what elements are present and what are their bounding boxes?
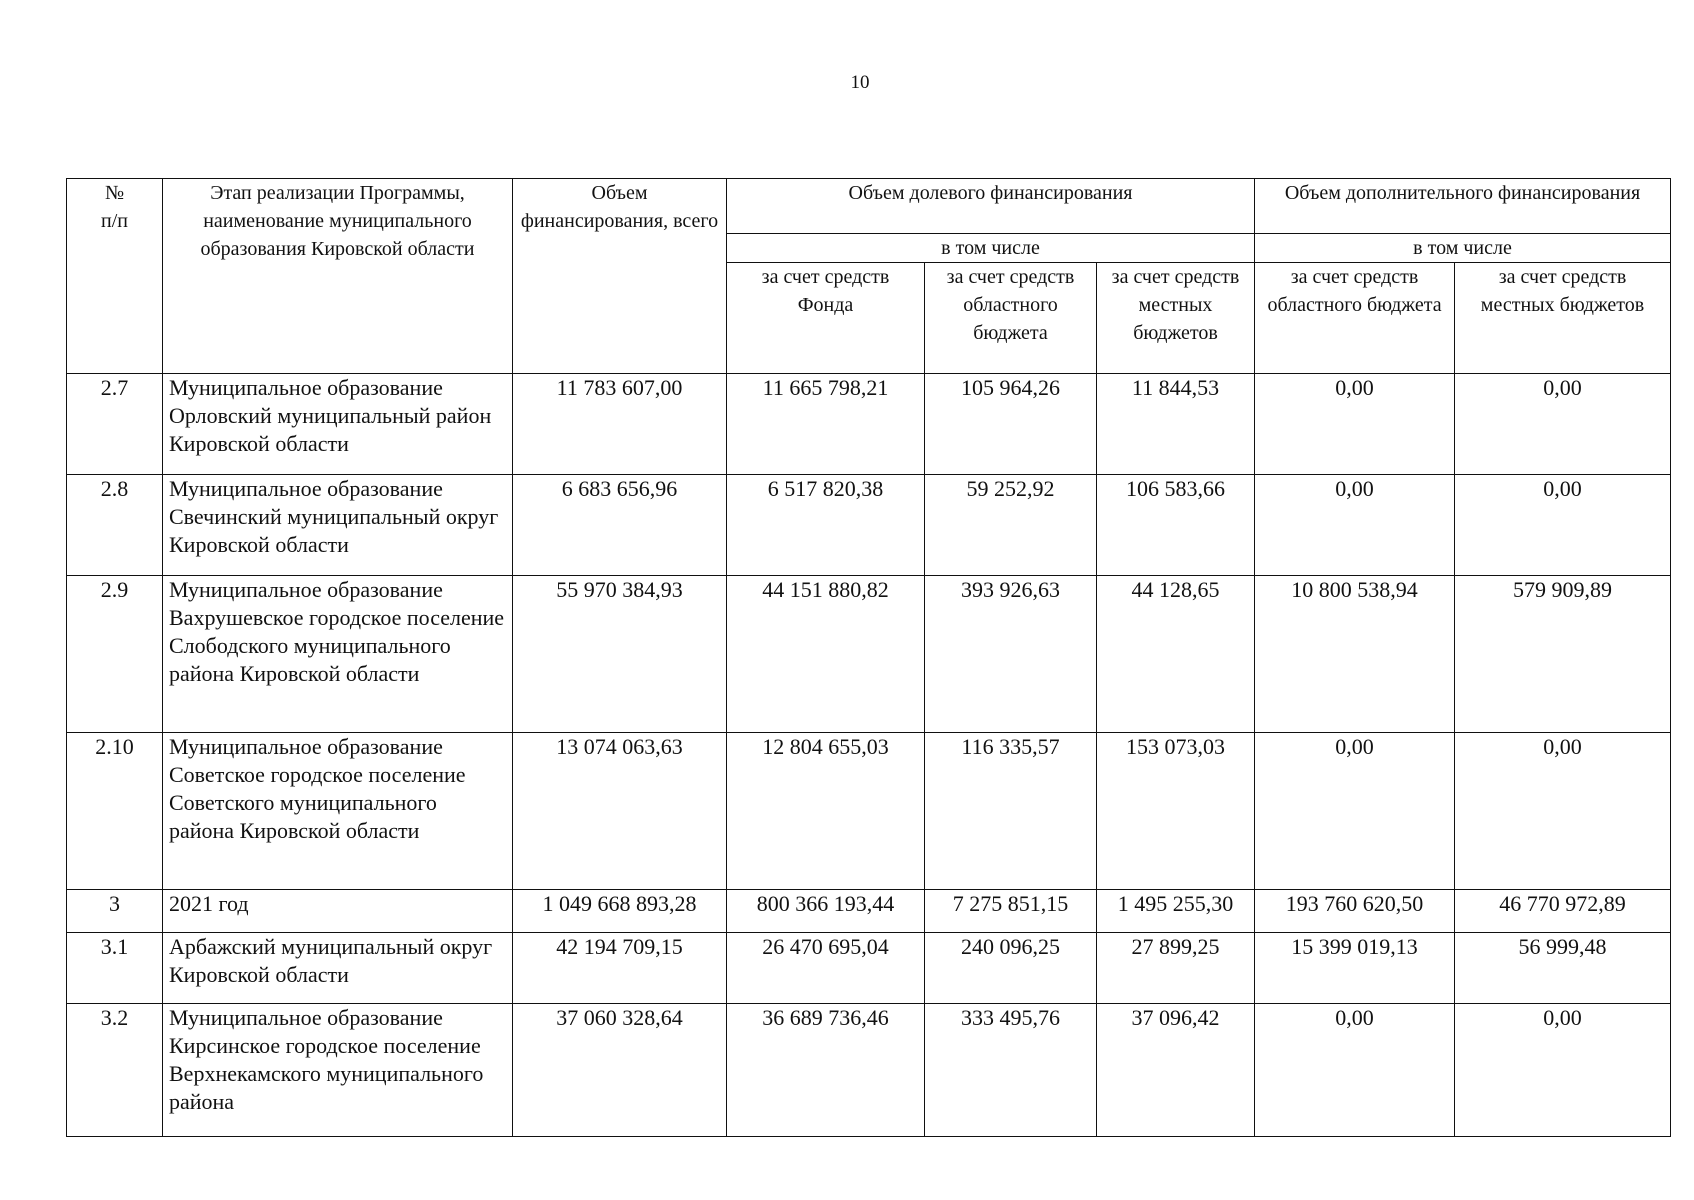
row-name: Муниципальное образование Орловский муниципальный район Кировской области bbox=[163, 374, 513, 475]
row-regional: 7 275 851,15 bbox=[925, 890, 1097, 933]
header-including-additional: в том числе bbox=[1255, 234, 1671, 263]
row-fund: 12 804 655,03 bbox=[727, 733, 925, 890]
row-num: 2.9 bbox=[67, 576, 163, 733]
header-num: № п/п bbox=[67, 179, 163, 374]
table-row bbox=[67, 576, 1671, 733]
row-regional: 59 252,92 bbox=[925, 475, 1097, 576]
row-add-local: 0,00 bbox=[1455, 475, 1671, 576]
table-row bbox=[67, 933, 1671, 1004]
row-add-regional: 10 800 538,94 bbox=[1255, 576, 1455, 733]
header-fund: за счет средств Фонда bbox=[727, 263, 925, 374]
row-fund: 800 366 193,44 bbox=[727, 890, 925, 933]
row-name: Муниципальное образование Советское городское поселение Советского муниципального района Кировской области bbox=[163, 733, 513, 890]
table-row bbox=[67, 1004, 1671, 1137]
row-fund: 26 470 695,04 bbox=[727, 933, 925, 1004]
row-num: 2.7 bbox=[67, 374, 163, 475]
row-regional: 105 964,26 bbox=[925, 374, 1097, 475]
header-local: за счет средств местных бюджетов bbox=[1097, 263, 1255, 374]
header-stage: Этап реализации Программы, наименование муниципального образования Кировской области bbox=[163, 179, 513, 374]
header-add-local: за счет средств местных бюджетов bbox=[1455, 263, 1671, 374]
header-add-regional: за счет средств областного бюджета bbox=[1255, 263, 1455, 374]
row-add-regional: 0,00 bbox=[1255, 374, 1455, 475]
row-num: 3.1 bbox=[67, 933, 163, 1004]
table-row bbox=[67, 374, 1671, 475]
row-regional: 240 096,25 bbox=[925, 933, 1097, 1004]
row-fund: 6 517 820,38 bbox=[727, 475, 925, 576]
row-fund: 44 151 880,82 bbox=[727, 576, 925, 733]
header-total: Объем финансирования, всего bbox=[513, 179, 727, 374]
row-add-regional: 0,00 bbox=[1255, 733, 1455, 890]
row-regional: 333 495,76 bbox=[925, 1004, 1097, 1137]
table-row bbox=[67, 733, 1671, 890]
financing-table bbox=[66, 178, 1671, 1137]
row-add-local: 56 999,48 bbox=[1455, 933, 1671, 1004]
row-local: 106 583,66 bbox=[1097, 475, 1255, 576]
row-total: 13 074 063,63 bbox=[513, 733, 727, 890]
header-regional: за счет средств областного бюджета bbox=[925, 263, 1097, 374]
row-regional: 116 335,57 bbox=[925, 733, 1097, 890]
row-total: 42 194 709,15 bbox=[513, 933, 727, 1004]
row-total: 6 683 656,96 bbox=[513, 475, 727, 576]
row-fund: 11 665 798,21 bbox=[727, 374, 925, 475]
row-total: 55 970 384,93 bbox=[513, 576, 727, 733]
row-num: 2.10 bbox=[67, 733, 163, 890]
row-name: Муниципальное образование Вахрушевское городское поселение Слободского муниципального района Кировской области bbox=[163, 576, 513, 733]
row-add-regional: 15 399 019,13 bbox=[1255, 933, 1455, 1004]
row-add-regional: 0,00 bbox=[1255, 1004, 1455, 1137]
row-total: 11 783 607,00 bbox=[513, 374, 727, 475]
page-number: 10 bbox=[850, 72, 870, 93]
row-total: 1 049 668 893,28 bbox=[513, 890, 727, 933]
row-num: 2.8 bbox=[67, 475, 163, 576]
row-local: 153 073,03 bbox=[1097, 733, 1255, 890]
row-local: 1 495 255,30 bbox=[1097, 890, 1255, 933]
row-add-regional: 0,00 bbox=[1255, 475, 1455, 576]
table-row bbox=[67, 890, 1671, 933]
row-local: 11 844,53 bbox=[1097, 374, 1255, 475]
row-regional: 393 926,63 bbox=[925, 576, 1097, 733]
header-shared-financing: Объем долевого финансирования bbox=[727, 179, 1255, 234]
row-num: 3.2 bbox=[67, 1004, 163, 1137]
row-local: 27 899,25 bbox=[1097, 933, 1255, 1004]
row-local: 37 096,42 bbox=[1097, 1004, 1255, 1137]
row-name: Муниципальное образование Свечинский муниципальный округ Кировской области bbox=[163, 475, 513, 576]
row-num: 3 bbox=[67, 890, 163, 933]
row-add-local: 46 770 972,89 bbox=[1455, 890, 1671, 933]
table-row bbox=[67, 475, 1671, 576]
row-name: 2021 год bbox=[163, 890, 513, 933]
row-add-local: 0,00 bbox=[1455, 1004, 1671, 1137]
row-total: 37 060 328,64 bbox=[513, 1004, 727, 1137]
header-additional-financing: Объем дополнительного финансирования bbox=[1255, 179, 1671, 234]
row-name: Арбажский муниципальный округ Кировской области bbox=[163, 933, 513, 1004]
row-fund: 36 689 736,46 bbox=[727, 1004, 925, 1137]
row-add-local: 579 909,89 bbox=[1455, 576, 1671, 733]
header-row-1 bbox=[67, 179, 1671, 234]
row-add-local: 0,00 bbox=[1455, 374, 1671, 475]
row-add-regional: 193 760 620,50 bbox=[1255, 890, 1455, 933]
row-name: Муниципальное образование Кирсинское городское поселение Верхнекамского муниципального района bbox=[163, 1004, 513, 1137]
row-add-local: 0,00 bbox=[1455, 733, 1671, 890]
header-including-shared: в том числе bbox=[727, 234, 1255, 263]
row-local: 44 128,65 bbox=[1097, 576, 1255, 733]
